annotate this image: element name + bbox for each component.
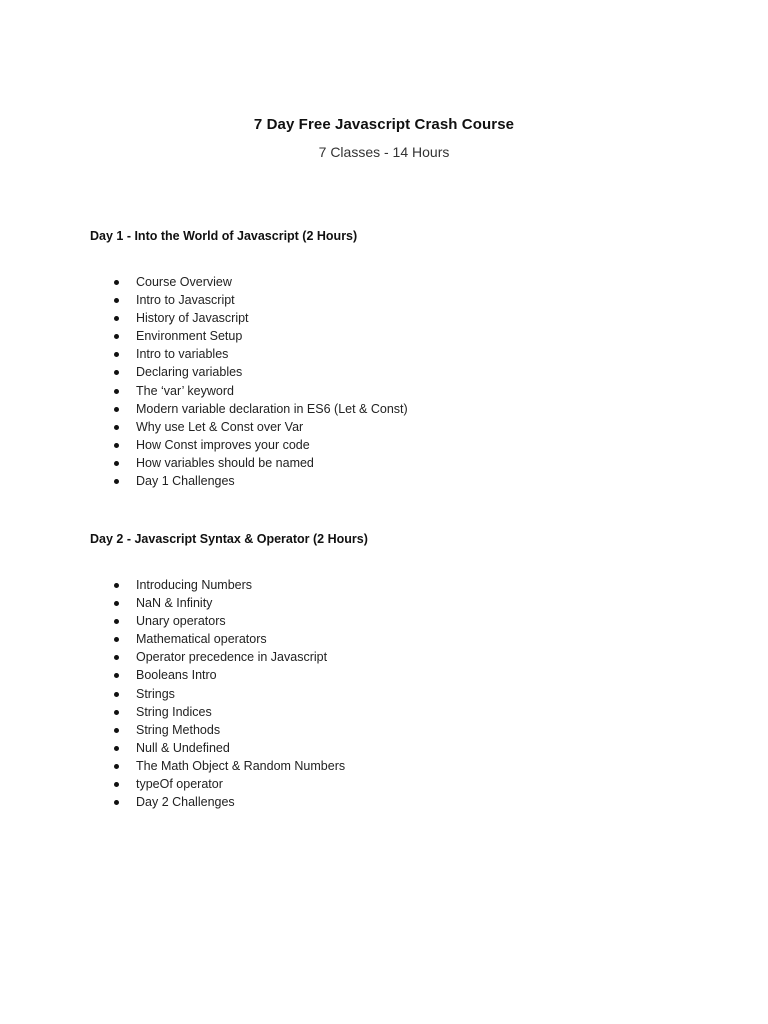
list-item-text: NaN & Infinity [136,596,213,611]
list-item-text: Day 1 Challenges [136,474,235,489]
day-2-topic-list [108,576,345,811]
bullet-icon [114,316,119,321]
list-item [108,648,345,666]
list-item-text: Booleans Intro [136,668,217,683]
list-item [108,793,345,811]
list-item [108,418,408,436]
list-item [108,327,408,345]
bullet-icon [114,728,119,733]
bullet-icon [114,479,119,484]
bullet-icon [114,619,119,624]
list-item-text: How Const improves your code [136,437,310,452]
document-title: 7 Day Free Javascript Crash Course [253,116,515,133]
bullet-icon [114,298,119,303]
bullet-icon [114,461,119,466]
list-item-text: History of Javascript [136,311,249,326]
bullet-icon [114,407,119,412]
list-item [108,309,408,327]
list-item-text: Modern variable declaration in ES6 (Let & Const) [136,401,408,416]
list-item-text: The Math Object & Random Numbers [136,758,346,773]
list-item [108,363,408,381]
list-item [108,400,408,418]
bullet-icon [114,710,119,715]
list-item [108,594,345,612]
list-item-text: String Indices [136,704,212,719]
list-item [108,757,345,775]
list-item [108,612,345,630]
list-item [108,576,345,594]
bullet-icon [114,280,119,285]
list-item-text: Introducing Numbers [136,578,253,592]
list-item-text: Intro to Javascript [136,293,235,308]
bullet-icon [114,389,119,394]
bullet-icon [114,334,119,339]
bullet-icon [114,370,119,375]
list-item [108,721,345,739]
bullet-icon [114,352,119,357]
bullet-icon [114,583,119,588]
bullet-icon [114,655,119,660]
bullet-icon [114,764,119,769]
bullet-icon [114,782,119,787]
list-item-text: How variables should be named [136,455,314,470]
list-item-text: Day 2 Challenges [136,795,235,810]
list-item-text: String Methods [136,722,221,737]
list-item-text: typeOf operator [136,777,223,792]
list-item-text: Declaring variables [136,365,243,380]
document-subtitle: 7 Classes - 14 Hours [318,144,450,160]
bullet-icon [114,692,119,697]
bullet-icon [114,673,119,678]
list-item [108,291,408,309]
list-item [108,703,345,721]
list-item [108,472,408,490]
list-item-text: The ‘var’ keyword [136,383,234,398]
bullet-icon [114,637,119,642]
bullet-icon [114,425,119,430]
list-item [108,454,408,472]
bullet-icon [114,800,119,805]
bullet-icon [114,443,119,448]
day-2-heading: Day 2 - Javascript Syntax & Operator (2 Hours) [90,532,368,546]
list-item-text: Strings [136,686,175,701]
list-item [108,436,408,454]
list-item [108,666,345,684]
list-item-text: Course Overview [136,275,232,289]
bullet-icon [114,601,119,606]
list-item [108,273,408,291]
list-item [108,775,345,793]
list-item [108,345,408,363]
list-item-text: Mathematical operators [136,632,267,647]
list-item [108,630,345,648]
list-item-text: Intro to variables [136,347,229,362]
list-item-text: Operator precedence in Javascript [136,650,328,665]
day-1-topic-list [108,273,408,490]
list-item [108,382,408,400]
list-item-text: Environment Setup [136,329,243,344]
list-item-text: Why use Let & Const over Var [136,419,304,434]
list-item-text: Null & Undefined [136,740,230,755]
list-item [108,685,345,703]
day-1-heading: Day 1 - Into the World of Javascript (2 Hours) [90,229,358,243]
bullet-icon [114,746,119,751]
list-item [108,739,345,757]
list-item-text: Unary operators [136,614,226,629]
